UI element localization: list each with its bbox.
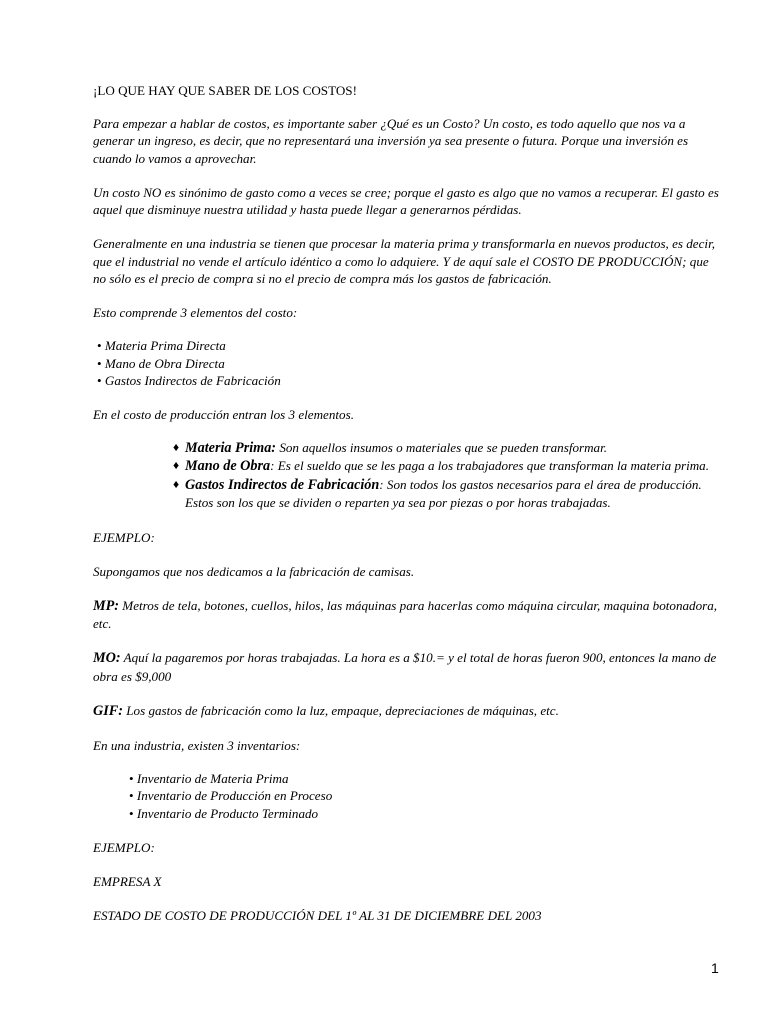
- mp-text: Metros de tela, botones, cuellos, hilos, las máquinas para hacerlas como máquina circular, maquina botonadora, etc.: [93, 597, 718, 631]
- gif-label: GIF:: [93, 702, 123, 719]
- list-item: • Inventario de Materia Prima: [129, 770, 723, 788]
- list-item: • Gastos Indirectos de Fabricación: [97, 372, 723, 390]
- example-heading: EJEMPLO:: [93, 529, 155, 545]
- list-item: • Materia Prima Directa: [97, 337, 723, 355]
- elements-intro: Esto comprende 3 elementos del costo:: [93, 305, 298, 320]
- example-intro: Supongamos que nos dedicamos a la fabricación de camisas.: [93, 563, 415, 579]
- definition-text: : Es el sueldo que se les paga a los trabajadores que transforman la materia prima.: [270, 458, 710, 473]
- list-item: • Inventario de Producto Terminado: [129, 805, 723, 823]
- page-number: 1: [711, 960, 719, 976]
- definition-item: [173, 476, 723, 512]
- mo-label: MO:: [93, 650, 121, 666]
- definition-item: [173, 457, 723, 476]
- inventories-intro: En una industria, existen 3 inventarios:: [93, 737, 301, 753]
- intro-paragraph: Para empezar a hablar de costos, es importante saber ¿Qué es un Costo? Un costo, es todo aquello que nos va a generar un ingreso, es decir, que no representará una inversión ya sea presente o futura. Porque una inversión es cuando lo vamos a aprovechar.: [93, 115, 689, 166]
- definition-item: [173, 439, 723, 458]
- inventories-list: [129, 770, 723, 823]
- mo-paragraph: [93, 649, 723, 685]
- mp-paragraph: [93, 597, 723, 633]
- cost-elements-list: [97, 337, 723, 390]
- mp-label: MP:: [93, 597, 120, 614]
- document-title: ¡LO QUE HAY QUE SABER DE LOS COSTOS!: [93, 83, 357, 98]
- definition-term: Materia Prima:: [185, 439, 277, 456]
- definitions-list: [173, 439, 723, 512]
- definition-term: Mano de Obra: [185, 458, 271, 474]
- list-item: • Inventario de Producción en Proceso: [129, 787, 723, 805]
- definition-text: Son aquellos insumos o materiales que se pueden transformar.: [276, 439, 608, 455]
- document-page: [93, 82, 723, 941]
- production-cost-paragraph: Generalmente en una industria se tienen que procesar la materia prima y transformarla en nuevos productos, es decir, que el industrial no vende el artículo idéntico a como lo adquiere. Y de aquí sale el COSTO DE PRODUCCIÓN; que no sólo es el precio de compra si no el precio de compra más los gastos de fabricación.: [93, 236, 715, 286]
- list-item: • Mano de Obra Directa: [97, 355, 723, 373]
- gif-paragraph: [93, 702, 723, 721]
- definition-text: : Son todos los gastos necesarios para el área de producción. Estos son los que se dividen o reparten ya sea por piezas o por horas trabajadas.: [185, 476, 702, 510]
- example-heading-2: EJEMPLO:: [93, 840, 155, 855]
- cost-vs-expense-paragraph: Un costo NO es sinónimo de gasto como a veces se cree; porque el gasto es algo que no vamos a recuperar. El gasto es aquel que disminuye nuestra utilidad y hasta puede llegar a generarnos pérdidas.: [93, 184, 719, 217]
- statement-title: ESTADO DE COSTO DE PRODUCCIÓN DEL 1º AL 31 DE DICIEMBRE DEL 2003: [93, 908, 542, 923]
- gif-text: Los gastos de fabricación como la luz, empaque, depreciaciones de máquinas, etc.: [122, 702, 559, 718]
- mo-text: Aquí la pagaremos por horas trabajadas. La hora es a $10.= y el total de horas fueron 900, entonces la mano de obra es $9,000: [93, 650, 717, 684]
- company-name: EMPRESA X: [93, 874, 162, 889]
- definition-term: Gastos Indirectos de Fabricación: [185, 476, 380, 493]
- elements-note: En el costo de producción entran los 3 elementos.: [93, 406, 354, 422]
